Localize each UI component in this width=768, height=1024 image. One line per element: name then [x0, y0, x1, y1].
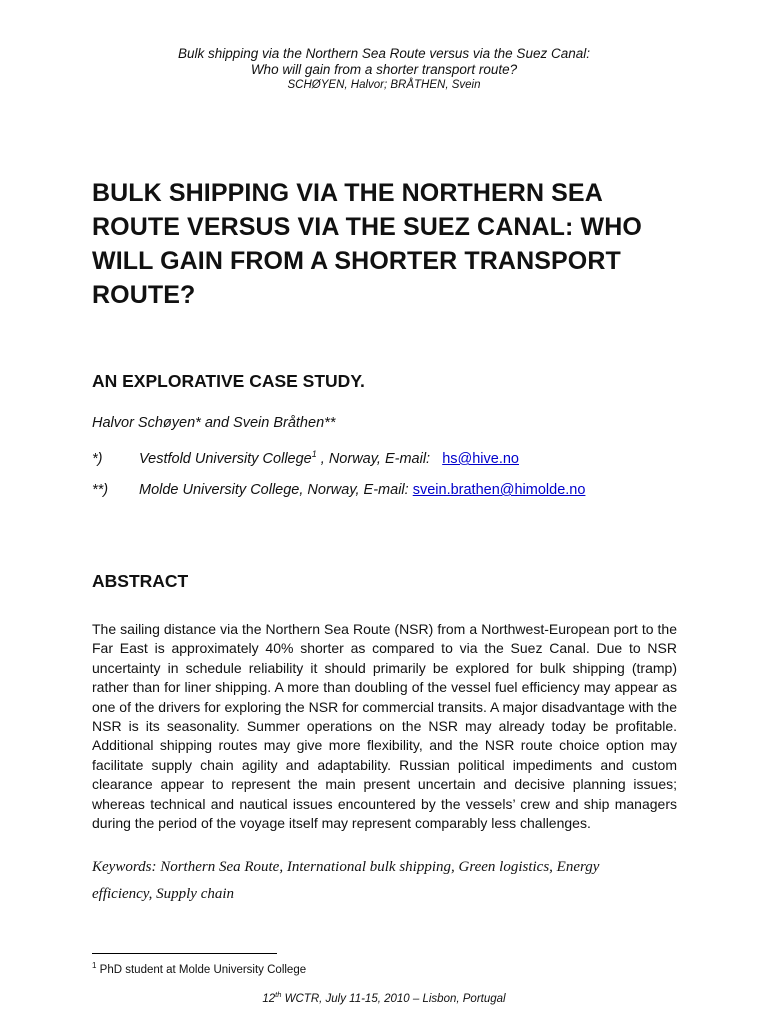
- footnote-text: PhD student at Molde University College: [99, 963, 307, 976]
- footnote-number: 1: [92, 961, 97, 970]
- footnote-divider: [92, 953, 277, 954]
- abstract-heading: ABSTRACT: [92, 571, 189, 591]
- running-header-line-2: Who will gain from a shorter transport route?: [250, 62, 518, 77]
- author-list: Halvor Schøyen* and Svein Bråthen**: [92, 415, 336, 431]
- footnote-ref: 1: [311, 449, 317, 459]
- affiliation-institution: Molde University College, Norway, E-mail:: [139, 482, 409, 498]
- page-footer: [0, 990, 768, 1005]
- footer-ordinal: th: [275, 990, 282, 999]
- footer-number: 12: [262, 992, 276, 1005]
- running-header-line-1: Bulk shipping via the Northern Sea Route versus via the Suez Canal:: [178, 46, 590, 61]
- affiliation-mark: *): [92, 450, 103, 467]
- paper-title: BULK SHIPPING VIA THE NORTHERN SEA ROUTE VERSUS VIA THE SUEZ CANAL: WHO WILL GAIN FROM A SHORTER TRANSPORT ROUTE?: [92, 179, 642, 309]
- affiliation-institution: Vestfold University College: [139, 450, 312, 467]
- footer-text: WCTR, July 11-15, 2010 – Lisbon, Portugal: [284, 992, 506, 1005]
- footnote: [92, 961, 306, 976]
- affiliation-rest: , Norway, E-mail:: [320, 450, 431, 467]
- paper-subtitle: AN EXPLORATIVE CASE STUDY.: [92, 371, 365, 391]
- running-header-authors: SCHØYEN, Halvor; BRÅTHEN, Svein: [287, 79, 481, 91]
- abstract-body: The sailing distance via the Northern Sea Route (NSR) from a Northwest-European port to the Far East is approximately 40% shorter as compared to via the Suez Canal. Due to NSR uncertainty in schedule reliability it should primarily be explored for bulk shipping (tramp) rather than for liner shipping. A more than doubling of the vessel fuel efficiency may appear as one of the drivers for exploring the NSR for commercial transits. A major disadvantage with the NSR is its seasonality. Summer operations on the NSR may already today be profitable. Additional shipping routes may give more flexibility, and the NSR route choice option may facilitate supply chain agility and adaptability. Russian political impediments and custom clearance appear to represent the main present uncertain and decisive planning issues; whereas technical and nautical issues encountered by the vessels’ crew and ship managers during the period of the voyage itself may represent comparably less challenges.: [92, 621, 677, 832]
- affiliation-1: [92, 449, 519, 467]
- keywords: Keywords: Northern Sea Route, International bulk shipping, Green logistics, Energy efficiency, Supply chain: [92, 859, 600, 902]
- running-header: [0, 46, 768, 92]
- email-link[interactable]: hs@hive.no: [442, 450, 519, 467]
- affiliation-mark: **): [92, 482, 109, 498]
- email-link[interactable]: svein.brathen@himolde.no: [412, 482, 586, 498]
- affiliation-2: [92, 482, 585, 498]
